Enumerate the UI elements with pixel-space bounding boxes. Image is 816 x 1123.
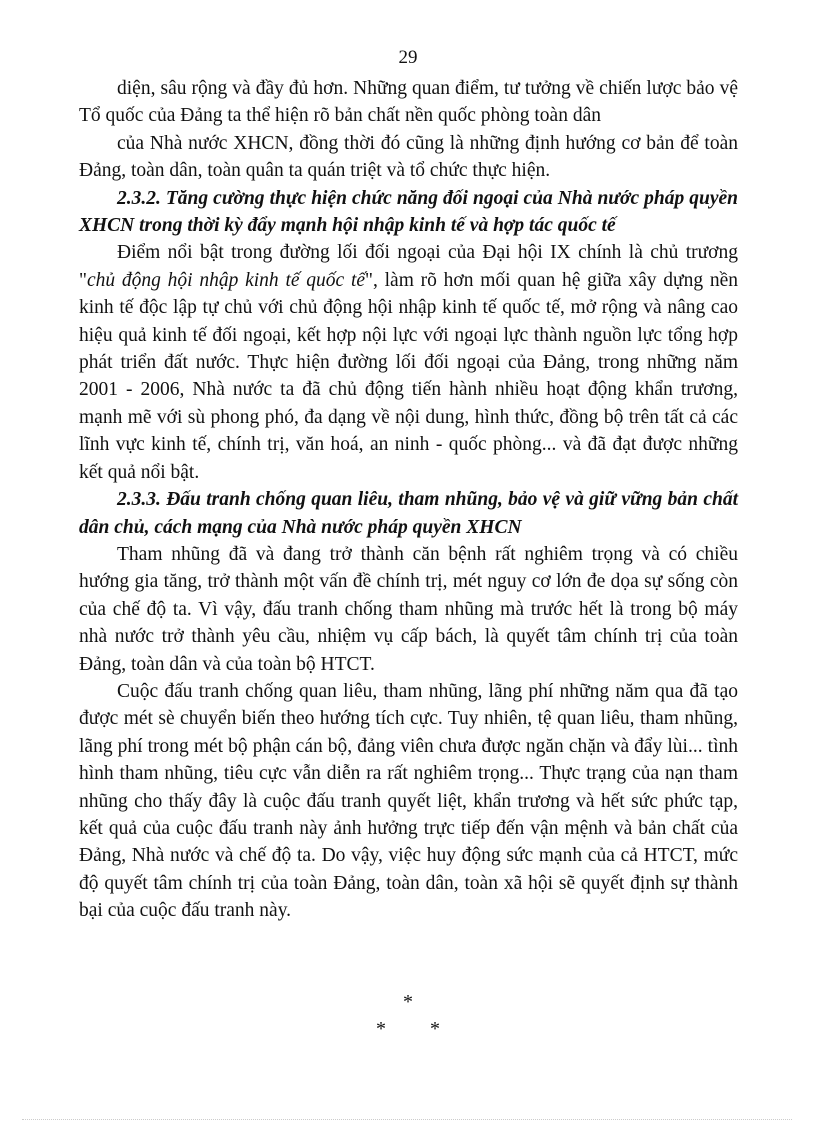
paragraph-continuation-2: của Nhà nước XHCN, đồng thời đó cũng là những định hướng cơ bản để toàn Đảng, toàn dân, toàn quân ta quán triệt và tổ chức thực hiện. bbox=[79, 132, 738, 182]
paragraph-foreign-policy-rest: ", làm rõ hơn mối quan hệ giữa xây dựng nền kinh tế độc lập tự chủ với chủ động hội nhập kinh tế quốc tế, mở rộng và nâng cao hiệu quả kinh tế đối ngoại, kết hợp nội lực với ngoại lực thành nguồn lực tổng hợp phát triển đất nước. Thực hiện đường lối đối ngoại của Đảng, trong những năm 2001 - 2006, Nhà nước ta đã chủ động tiến hành nhiều hoạt động khẩn trương, mạnh mẽ với sù phong phó, đa dạng về nội dung, hình thức, đồng bộ trên tất cả các lĩnh vực kinh tế, chính trị, văn hoá, an ninh - quốc phòng... và đã đạt được những kết quả nổi bật. bbox=[79, 269, 738, 483]
emphasis-quote: chủ động hội nhập kinh tế quốc tế bbox=[86, 269, 366, 291]
section-heading-2-3-3: 2.3.3. Đấu tranh chống quan liêu, tham nhũng, bảo vệ và giữ vững bản chất dân chủ, cách mạng của Nhà nước pháp quyền XHCN bbox=[79, 489, 738, 538]
separator-star-left: * bbox=[376, 1018, 386, 1040]
paragraph-corruption: Tham nhũng đã và đang trở thành căn bệnh rất nghiêm trọng và có chiều hướng gia tăng, trở thành một vấn đề chính trị, mét nguy cơ lớn đe dọa sự sống còn của chế độ ta. Vì vậy, đấu tranh chống tham nhũng mà trước hết là trong bộ máy nhà nước trở thành yêu cầu, nhiệm vụ cấp bách, là quyết tâm chính trị của toàn Đảng, toàn dân và của toàn bộ HTCT. bbox=[79, 543, 738, 675]
separator-star-top: * bbox=[403, 991, 413, 1013]
document-body bbox=[79, 75, 738, 925]
page-number: 29 bbox=[398, 47, 418, 68]
paragraph-foreign-policy-lead: Điểm nổi bật trong đường lối đối ngoại của Đại hội IX chính là chủ trương " bbox=[79, 242, 738, 291]
paragraph-foreign-policy bbox=[79, 239, 738, 486]
page-bottom-rule bbox=[22, 1119, 792, 1120]
paragraph-struggle: Cuộc đấu tranh chống quan liêu, tham nhũng, lãng phí những năm qua đã tạo được mét sè chuyển biến theo hướng tích cực. Tuy nhiên, tệ quan liêu, tham nhũng, lãng phí trong mét bộ phận cán bộ, đảng viên chưa được ngăn chặn và đẩy lùi... tình hình tham nhũng, tiêu cực vẫn diễn ra rất nghiêm trọng... Thực trạng của nạn tham nhũng cho thấy đây là cuộc đấu tranh quyết liệt, khẩn trương và hết sức phức tạp, kết quả của cuộc đấu tranh này ảnh hưởng trực tiếp đến vận mệnh và bản chất của Đảng, Nhà nước và chế độ ta. Do vậy, việc huy động sức mạnh của cả HTCT, mức độ quyết tâm chính trị của toàn Đảng, toàn dân, toàn xã hội sẽ quyết định sự thành bại của cuộc đấu tranh này. bbox=[79, 680, 738, 922]
separator-star-right: * bbox=[430, 1018, 440, 1040]
section-heading-2-3-2: 2.3.2. Tăng cường thực hiện chức năng đối ngoại của Nhà nước pháp quyền XHCN trong thời kỳ đẩy mạnh hội nhập kinh tế và hợp tác quốc tế bbox=[79, 187, 738, 237]
paragraph-continuation: diện, sâu rộng và đầy đủ hơn. Những quan điểm, tư tưởng về chiến lược bảo vệ Tổ quốc của Đảng ta thể hiện rõ bản chất nền quốc phòng toàn dân bbox=[79, 78, 738, 127]
separator-stars-bottom bbox=[0, 1017, 816, 1041]
